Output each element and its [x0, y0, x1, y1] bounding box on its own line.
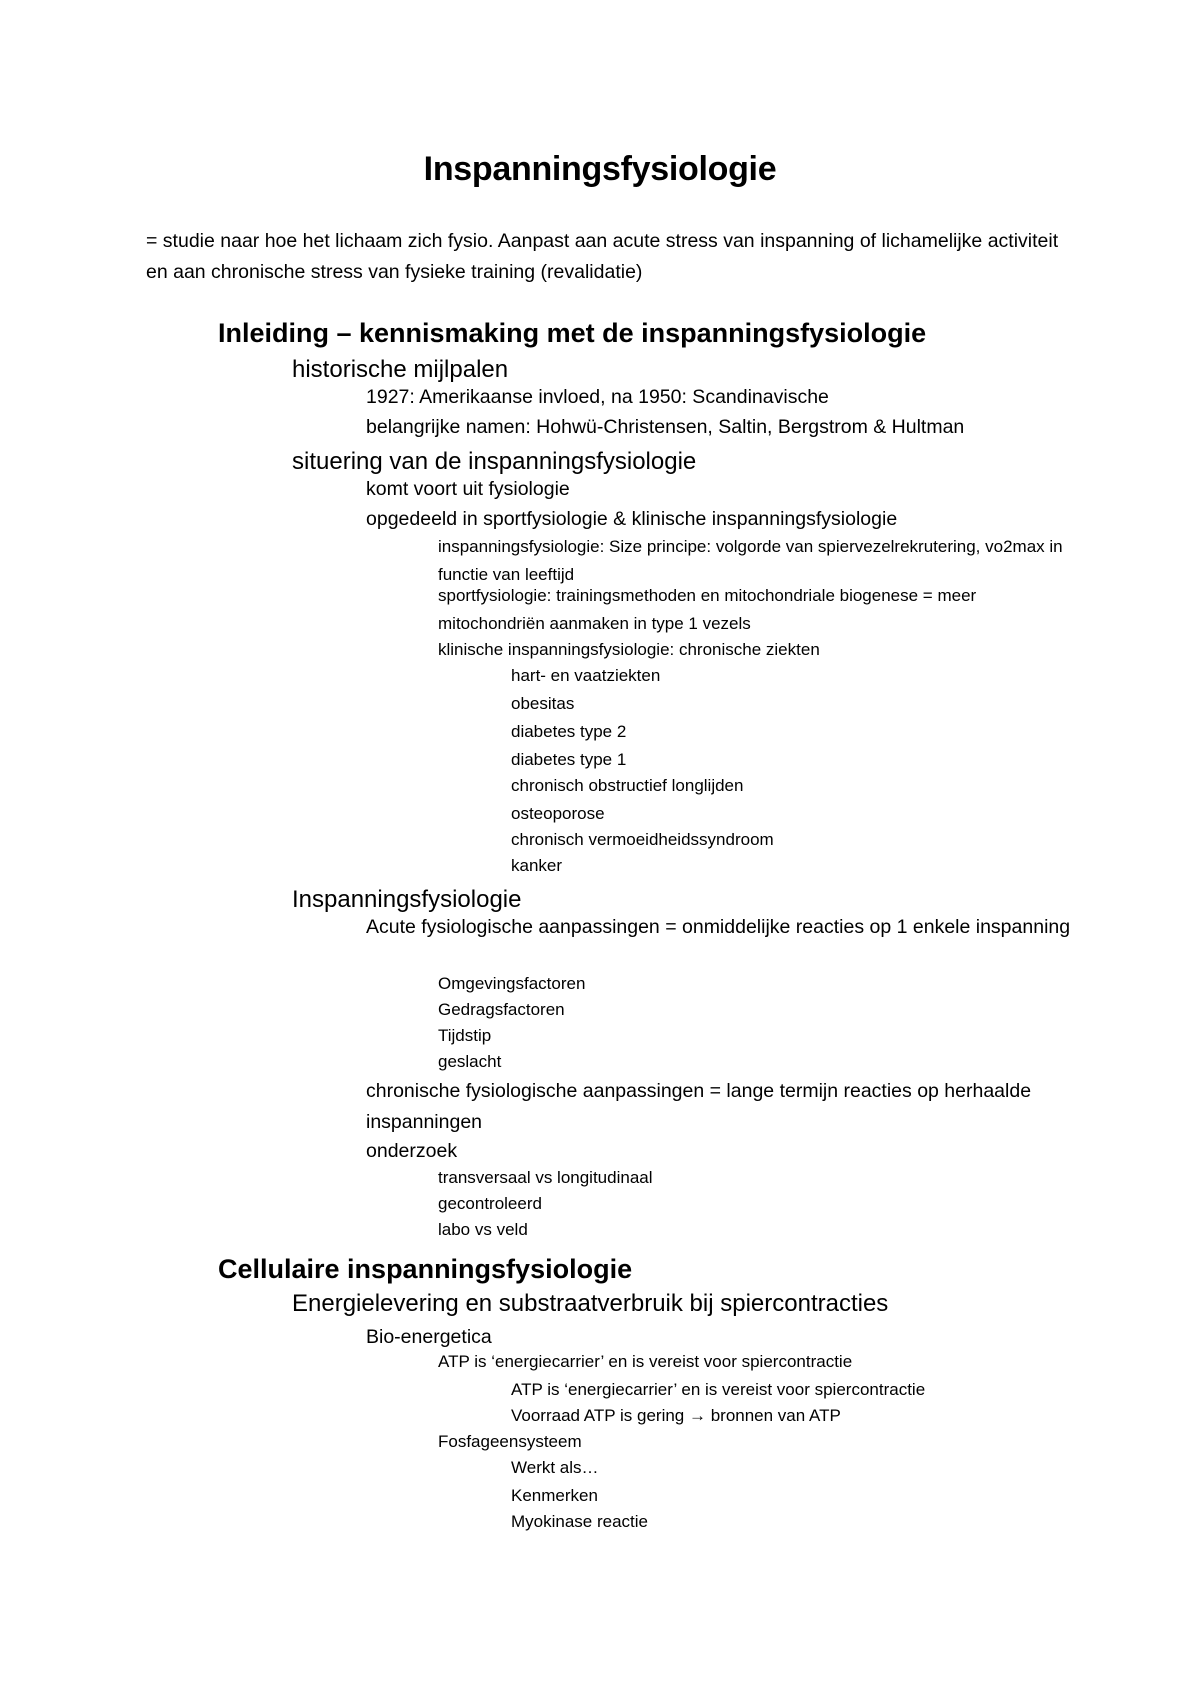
outline-item-text: labo vs veld — [438, 1220, 528, 1239]
outline-item-text: chronische fysiologische aanpassingen = lange termijn reacties op herhaalde inspanningen — [366, 1080, 1032, 1133]
outline-item-text: hart- en vaatziekten — [511, 666, 661, 685]
outline-item-text: chronisch vermoeidheidssyndroom — [511, 830, 774, 849]
outline-item-text: opgedeeld in sportfysiologie & klinische inspanningsfysiologie — [366, 508, 898, 530]
outline-item-text: chronisch obstructief longlijden — [511, 776, 744, 795]
outline-item-text: Myokinase reactie — [511, 1512, 649, 1531]
outline-item-text: situering van de inspanningsfysiologie — [292, 448, 697, 475]
outline-item-text: Acute fysiologische aanpassingen = onmiddelijke reacties op 1 enkele inspanning — [366, 916, 1071, 938]
outline-item-text: Energielevering en substraatverbruik bij spiercontracties — [292, 1290, 889, 1317]
outline-item-text: sportfysiologie: trainingsmethoden en mitochondriale biogenese = meer mitochondriën aanmaken in type 1 vezels — [438, 586, 977, 633]
outline-item-text: belangrijke namen: Hohwü-Christensen, Saltin, Bergstrom & Hultman — [366, 416, 965, 438]
outline-item-text: Cellulaire inspanningsfysiologie — [218, 1254, 633, 1284]
outline-item-text: klinische inspanningsfysiologie: chronische ziekten — [438, 640, 820, 659]
outline-item-text: ATP is ‘energiecarrier’ en is vereist voor spiercontractie — [438, 1352, 853, 1371]
outline-item-text: diabetes type 1 — [511, 750, 627, 769]
outline-item-text: 1927: Amerikaanse invloed, na 1950: Scandinavische — [366, 386, 829, 408]
outline-item-text: Fosfageensysteem — [438, 1432, 582, 1451]
outline-item-text: obesitas — [511, 694, 575, 713]
outline-item-text: inspanningsfysiologie: Size principe: volgorde van spiervezelrekrutering, vo2max in functie van leeftijd — [438, 537, 1063, 584]
outline-item-text: ATP is ‘energiecarrier’ en is vereist voor spiercontractie — [511, 1380, 926, 1399]
outline-item-text: kanker — [511, 856, 563, 875]
outline-item-text: Bio-energetica — [366, 1326, 492, 1348]
intro-paragraph: = studie naar hoe het lichaam zich fysio. Aanpast aan acute stress van inspanning of lichamelijke activiteit en aan chronische stress van fysieke training (revalidatie) — [146, 230, 1059, 283]
outline-item-text: Werkt als… — [511, 1458, 599, 1477]
outline-item-text: osteoporose — [511, 804, 605, 823]
outline-item-text: Tijdstip — [438, 1026, 492, 1045]
outline-item-text: geslacht — [438, 1052, 502, 1071]
document-title: Inspanningsfysiologie — [423, 150, 777, 188]
outline-item-text: historische mijlpalen — [292, 356, 509, 383]
outline-item-text: Omgevingsfactoren — [438, 974, 586, 993]
outline-item-text: Voorraad ATP is gering → bronnen van ATP — [511, 1406, 841, 1425]
outline-item-text: Inspanningsfysiologie — [292, 886, 522, 913]
outline-item-text: gecontroleerd — [438, 1194, 542, 1213]
outline-item-text: diabetes type 2 — [511, 722, 627, 741]
outline-item-text: transversaal vs longitudinaal — [438, 1168, 653, 1187]
outline-item-text: Kenmerken — [511, 1486, 598, 1505]
outline-item-text: onderzoek — [366, 1140, 458, 1162]
outline-item-text: Inleiding – kennismaking met de inspanningsfysiologie — [218, 318, 927, 348]
outline-item-text: komt voort uit fysiologie — [366, 478, 570, 500]
outline-item-text: Gedragsfactoren — [438, 1000, 565, 1019]
